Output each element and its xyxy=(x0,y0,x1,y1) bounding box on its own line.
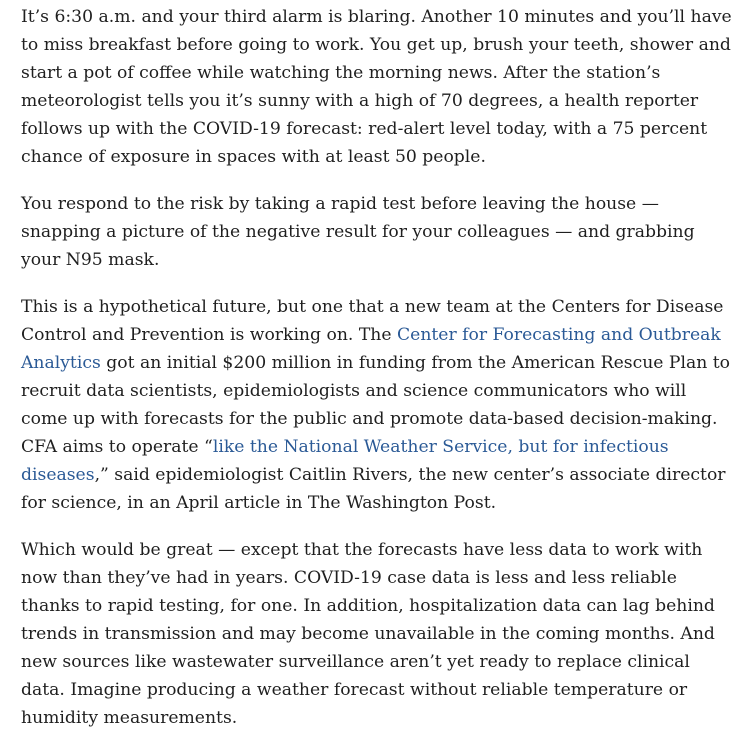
paragraph-data-problem: Which would be great — except that the forecasts have less data to work with now than they’ve had in years. COVID-19 case data is less and less reliable thanks to rapid testing, for one. In addition, hospitalization data can lag behind trends in transmission and may become unavailable in the coming months. And new sources like wastewater surveillance aren’t yet ready to replace clinical data. Imagine producing a weather forecast without reliable temperature or humidity measurements. xyxy=(21,540,715,728)
link-weather-service-quote[interactable]: like the National Weather Service, but for infectious diseases xyxy=(21,437,669,485)
paragraph-text: This is a hypothetical future, but one that a new team at the Centers for Disease Control and Prevention is working on. The xyxy=(21,297,724,345)
paragraph-text: got an initial $200 million in funding from the American Rescue Plan to recruit data scientists, epidemiologists and science communicators who will come up with forecasts for the public and promote data-based decision-making. CFA aims to operate “ xyxy=(21,353,731,457)
paragraph-alarm-scenario: It’s 6:30 a.m. and your third alarm is blaring. Another 10 minutes and you’ll have to miss breakfast before going to work. You get up, brush your teeth, shower and start a pot of coffee while watching the morning news. After the station’s meteorologist tells you it’s sunny with a high of 70 degrees, a health reporter follows up with the COVID-19 forecast: red-alert level today, with a 75 percent chance of exposure in spaces with at least 50 people. xyxy=(21,7,732,167)
paragraph-text: ,” said epidemiologist Caitlin Rivers, the new center’s associate director for science, in an April article in The Washington Post. xyxy=(21,465,726,513)
paragraph-rapid-test: You respond to the risk by taking a rapid test before leaving the house — snapping a picture of the negative result for your colleagues — and grabbing your N95 mask. xyxy=(21,194,695,270)
paragraph-cfa-intro xyxy=(21,293,735,517)
link-center-for-forecasting[interactable]: Center for Forecasting and Outbreak Analytics xyxy=(21,325,721,373)
